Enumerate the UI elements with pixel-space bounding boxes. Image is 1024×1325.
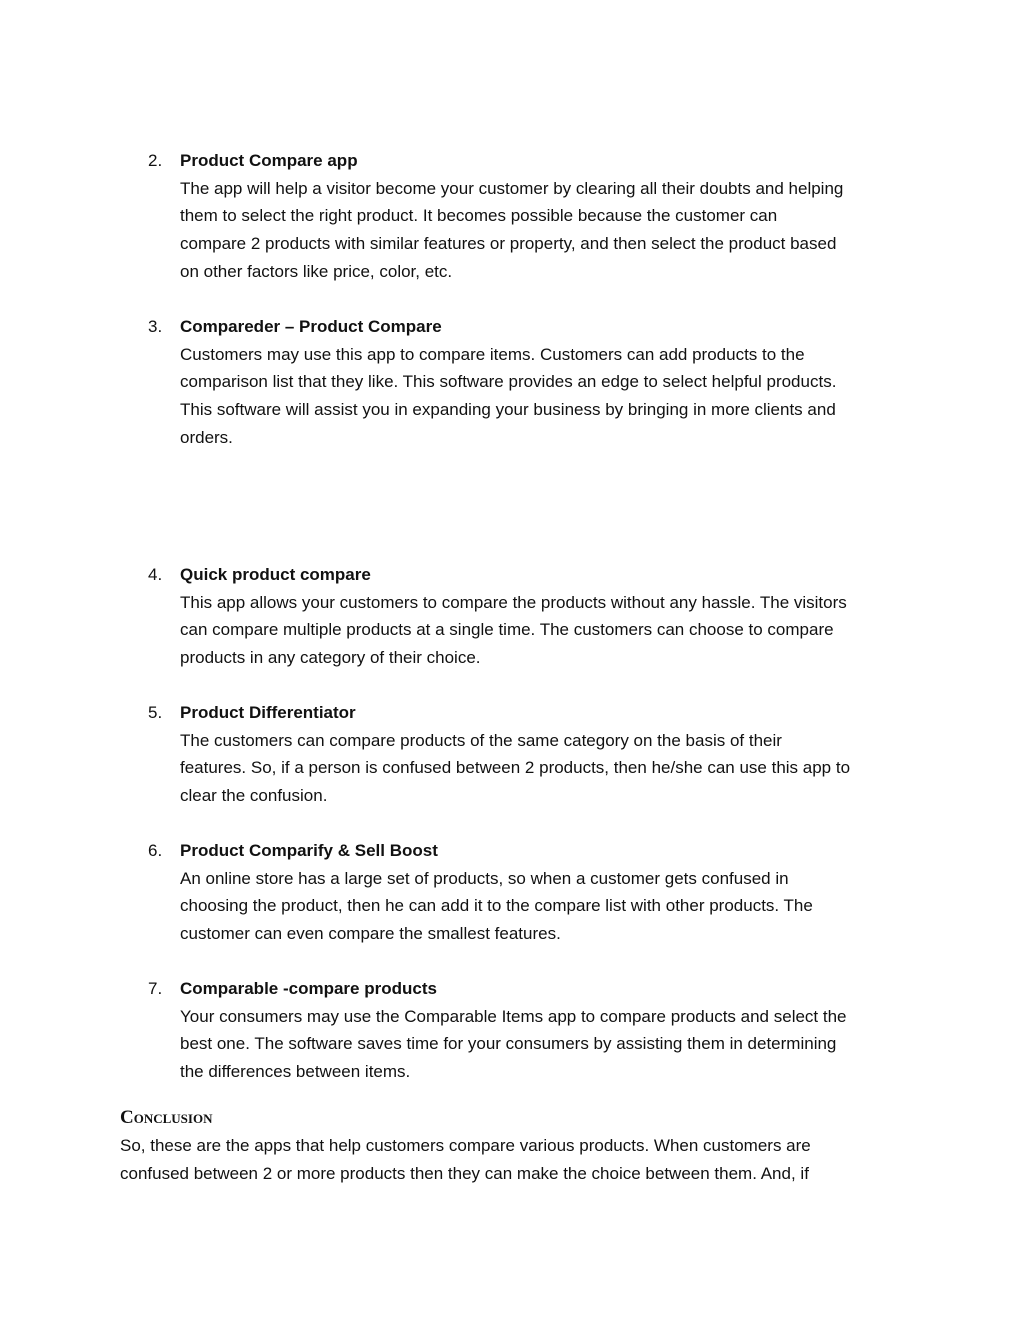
- list-item-line: The customers can compare products of the same category on the basis of their: [180, 730, 782, 750]
- list-item-number: 7.: [148, 979, 163, 998]
- list-item-line: This app allows your customers to compare the products without any hassle. The visitors: [180, 592, 847, 612]
- list-item-line: This software will assist you in expanding your business by bringing in more clients and: [180, 400, 836, 420]
- list-item: [148, 837, 918, 948]
- list-item: [148, 147, 918, 286]
- list-item-line: choosing the product, then he can add it to the compare list with other products. The: [180, 896, 813, 916]
- list-item-body: [180, 313, 915, 452]
- list-item-title: Compareder – Product Compare: [180, 317, 442, 336]
- list-item: [148, 561, 918, 672]
- list-item-line: An online store has a large set of products, so when a customer gets confused in: [180, 868, 789, 888]
- list-item-body: [180, 699, 915, 810]
- list-item-line: features. So, if a person is confused between 2 products, then he/she can use this app to: [180, 758, 851, 778]
- list-item-line: Customers may use this app to compare items. Customers can add products to the: [180, 344, 805, 364]
- list-item-title: Comparable -compare products: [180, 979, 437, 998]
- list-item-title: Product Differentiator: [180, 703, 356, 722]
- list-item-line: The app will help a visitor become your customer by clearing all their doubts and helping: [180, 178, 844, 198]
- list-item-line: orders.: [180, 427, 233, 447]
- list-item-number: 3.: [148, 317, 163, 336]
- list-item: [148, 975, 918, 1086]
- conclusion-paragraph: [120, 1132, 910, 1187]
- list-item-line: best one. The software saves time for your consumers by assisting them in determining: [180, 1034, 837, 1054]
- list-item-line: customer can even compare the smallest features.: [180, 924, 561, 944]
- list-item-line: compare 2 products with similar features or property, and then select the product based: [180, 234, 837, 254]
- conclusion-line: So, these are the apps that help customers compare various products. When customers are: [120, 1136, 811, 1155]
- list-item-title: Quick product compare: [180, 565, 371, 584]
- list-item-line: clear the confusion.: [180, 786, 328, 806]
- list-item-number: 5.: [148, 703, 163, 722]
- list-item-body: [180, 561, 915, 672]
- list-item-line: comparison list that they like. This software provides an edge to select helpful products.: [180, 372, 837, 392]
- list-item: [148, 699, 918, 810]
- list-item-body: [180, 147, 915, 286]
- list-item-number: 2.: [148, 151, 163, 170]
- conclusion-line: confused between 2 or more products then they can make the choice between them. And, if: [120, 1163, 809, 1183]
- list-item-line: products in any category of their choice.: [180, 648, 481, 668]
- section-heading-conclusion: Conclusion: [120, 1107, 213, 1128]
- list-item: [148, 313, 918, 452]
- list-item-body: [180, 837, 915, 948]
- list-item-title: Product Comparify & Sell Boost: [180, 841, 438, 860]
- list-item-line: them to select the right product. It becomes possible because the customer can: [180, 206, 778, 226]
- list-item-title: Product Compare app: [180, 151, 358, 170]
- list-item-number: 6.: [148, 841, 163, 860]
- list-item-body: [180, 975, 915, 1086]
- list-item-line: the differences between items.: [180, 1062, 411, 1082]
- list-item-number: 4.: [148, 565, 163, 584]
- list-item-line: on other factors like price, color, etc.: [180, 261, 453, 281]
- list-item-line: Your consumers may use the Comparable Items app to compare products and select the: [180, 1006, 847, 1026]
- list-item-line: can compare multiple products at a single time. The customers can choose to compare: [180, 620, 834, 640]
